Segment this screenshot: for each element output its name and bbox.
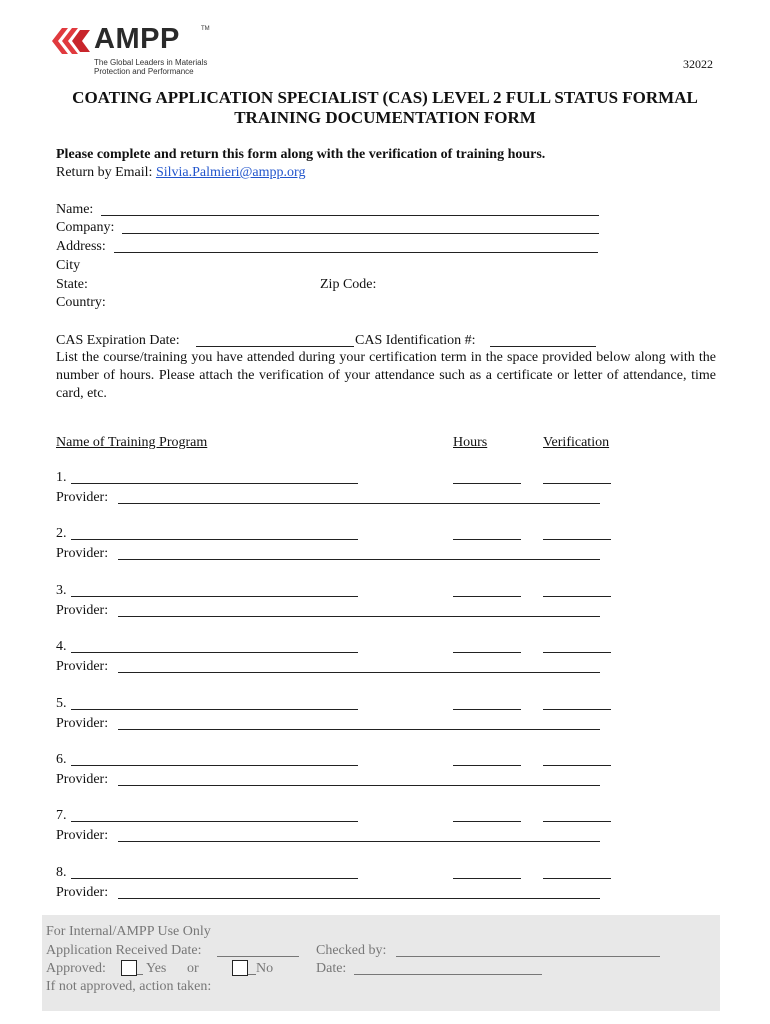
training-program-field[interactable] — [71, 709, 358, 710]
internal-heading: For Internal/AMPP Use Only — [46, 924, 211, 939]
provider-label: Provider: — [56, 546, 109, 562]
country-label: Country: — [56, 295, 106, 310]
address-label: Address: — [56, 239, 106, 254]
yes-underline — [137, 974, 143, 975]
hours-field[interactable] — [453, 539, 521, 540]
form-title-line-2: TRAINING DOCUMENTATION FORM — [234, 108, 536, 127]
approved-label: Approved: — [46, 961, 106, 976]
no-underline — [248, 974, 256, 975]
training-program-field[interactable] — [71, 652, 358, 653]
provider-field[interactable] — [118, 672, 600, 673]
training-program-field[interactable] — [71, 596, 358, 597]
cas-id-label: CAS Identification #: — [355, 333, 476, 348]
row-number: 8. — [56, 864, 67, 880]
provider-label: Provider: — [56, 715, 109, 731]
row-number: 6. — [56, 752, 67, 767]
approved-no-checkbox[interactable] — [232, 960, 248, 976]
provider-field[interactable] — [118, 841, 600, 842]
provider-field[interactable] — [118, 616, 600, 617]
verification-field[interactable] — [543, 821, 611, 822]
return-email-link[interactable]: Silvia.Palmieri@ampp.org — [155, 165, 306, 180]
checked-date-field[interactable] — [354, 974, 542, 975]
received-date-field[interactable] — [217, 956, 299, 957]
training-program-field[interactable] — [71, 765, 358, 766]
approved-yes-label: Yes — [146, 961, 167, 976]
cas-expiration-field[interactable] — [196, 346, 354, 347]
city-label: City — [56, 258, 81, 273]
instructions-paragraph: List the course/training you have attended during your certification term in the space provided below along with the number of hours. Please attach the verification of your attendance such as a certificate or letter of attendance, time card, etc. — [56, 350, 716, 401]
col-program-header: Name of Training Program — [56, 435, 208, 450]
row-number: 2. — [56, 526, 67, 542]
provider-label: Provider: — [56, 490, 109, 505]
col-hours-header: Hours — [453, 435, 488, 450]
provider-field[interactable] — [118, 898, 600, 899]
row-number: 5. — [56, 695, 67, 711]
row-number: 3. — [56, 582, 67, 598]
provider-label: Provider: — [56, 884, 109, 900]
row-number: 4. — [56, 639, 67, 655]
name-label: Name: — [56, 202, 94, 217]
verification-field[interactable] — [543, 765, 611, 766]
provider-label: Provider: — [56, 828, 109, 844]
form-title-line-1: COATING APPLICATION SPECIALIST (CAS) LEVEL 2 FULL STATUS FORMAL — [72, 88, 698, 107]
row-number: 1. — [56, 470, 67, 485]
hours-field[interactable] — [453, 483, 521, 484]
hours-field[interactable] — [453, 878, 521, 879]
return-label: Return by Email: — [56, 165, 153, 180]
hours-field[interactable] — [453, 709, 521, 710]
internal-use-box — [42, 915, 720, 1011]
col-verification-header: Verification — [543, 435, 610, 450]
verification-field[interactable] — [543, 878, 611, 879]
checked-date-label: Date: — [316, 961, 347, 976]
hours-field[interactable] — [453, 765, 521, 766]
training-program-field[interactable] — [71, 483, 358, 484]
verification-field[interactable] — [543, 483, 611, 484]
provider-label: Provider: — [56, 602, 109, 618]
checked-by-field[interactable] — [396, 956, 660, 957]
instructions: Please complete and return this form along with the verification of training hours. — [56, 147, 546, 162]
form-title — [0, 88, 770, 128]
row-number: 7. — [56, 808, 67, 824]
action-taken-label: If not approved, action taken: — [46, 979, 212, 994]
company-field[interactable] — [122, 233, 599, 234]
provider-label: Provider: — [56, 659, 109, 675]
ampp-logo — [50, 22, 220, 78]
verification-field[interactable] — [543, 652, 611, 653]
received-date-label: Application Received Date: — [46, 943, 202, 958]
provider-field[interactable] — [118, 785, 600, 786]
training-program-field[interactable] — [71, 821, 358, 822]
provider-field[interactable] — [118, 729, 600, 730]
provider-label: Provider: — [56, 772, 109, 787]
zip-label: Zip Code: — [320, 277, 377, 292]
return-email-row — [56, 164, 305, 182]
training-program-field[interactable] — [71, 539, 358, 540]
approved-or-label: or — [187, 961, 199, 976]
provider-field[interactable] — [118, 559, 600, 560]
cas-expiration-label: CAS Expiration Date: — [56, 333, 180, 348]
verification-field[interactable] — [543, 596, 611, 597]
name-field[interactable] — [101, 215, 599, 216]
hours-field[interactable] — [453, 652, 521, 653]
hours-field[interactable] — [453, 821, 521, 822]
provider-field[interactable] — [118, 503, 600, 504]
address-field[interactable] — [114, 252, 598, 253]
company-label: Company: — [56, 220, 115, 235]
verification-field[interactable] — [543, 709, 611, 710]
state-label: State: — [56, 277, 88, 292]
ampp-logo-icon — [50, 24, 92, 58]
logo-wordmark: AMPP — [94, 23, 180, 55]
hours-field[interactable] — [453, 596, 521, 597]
logo-tagline: The Global Leaders in Materials Protection and Performance — [94, 58, 208, 76]
document-number: 32022 — [683, 57, 713, 71]
logo-trademark: TM — [201, 26, 210, 32]
verification-field[interactable] — [543, 539, 611, 540]
training-program-field[interactable] — [71, 878, 358, 879]
cas-id-field[interactable] — [490, 346, 596, 347]
approved-yes-checkbox[interactable] — [121, 960, 137, 976]
checked-by-label: Checked by: — [316, 943, 387, 958]
approved-no-label: No — [256, 961, 274, 976]
